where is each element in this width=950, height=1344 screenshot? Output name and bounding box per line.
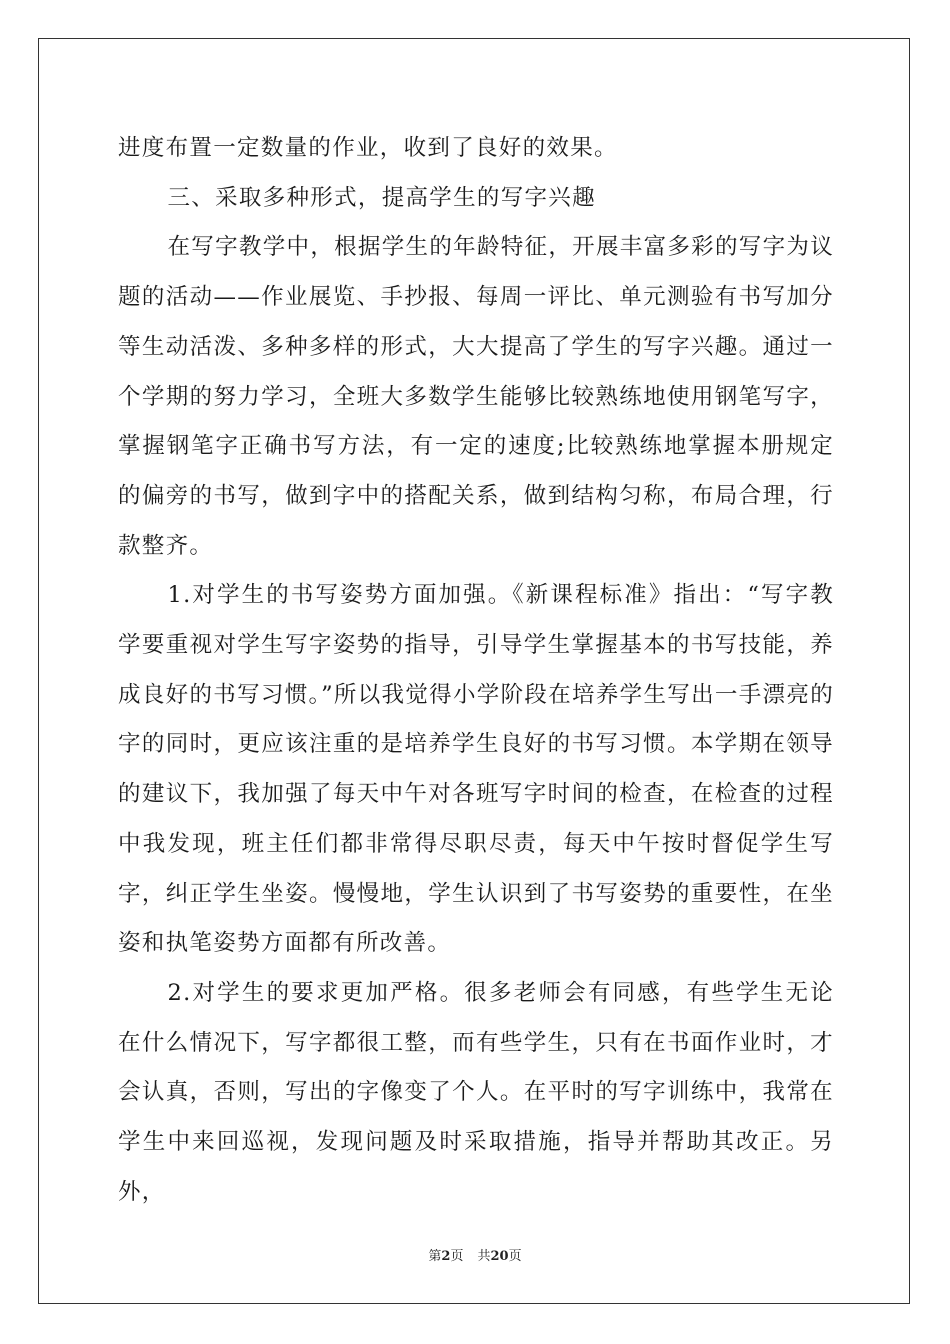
page-footer: [0, 1248, 950, 1266]
document-body: [118, 124, 834, 1217]
footer-total-suffix: 页: [508, 1249, 522, 1264]
paragraph: 1.对学生的书写姿势方面加强。《新课程标准》指出：“写字教学要重视对学生写字姿势的指导，引导学生掌握基本的书写技能，养成良好的书写习惯。”所以我觉得小学阶段在培养学生写出一手漂亮的字的同时，更应该注重的是培养学生良好的书写习惯。本学期在领导的建议下，我加强了每天中午对各班写字时间的检查，在检查的过程中我发现，班主任们都非常得尽职尽责，每天中午按时督促学生写字，纠正学生坐姿。慢慢地，学生认识到了书写姿势的重要性，在坐姿和执笔姿势方面都有所改善。: [118, 582, 834, 957]
section-heading: 三、采取多种形式，提高学生的写字兴趣: [167, 184, 596, 211]
paragraph-continuation: 进度布置一定数量的作业，收到了良好的效果。: [118, 135, 618, 161]
footer-total-prefix: 共: [477, 1249, 491, 1264]
footer-prefix: 第: [428, 1249, 442, 1264]
paragraph: 2.对学生的要求更加严格。很多老师会有同感，有些学生无论在什么情况下，写字都很工整，而有些学生，只有在书面作业时，才会认真，否则，写出的字像变了个人。在平时的写字训练中，我常在学生中来回巡视，发现问题及时采取措施，指导并帮助其改正。另外，: [118, 979, 834, 1205]
current-page-number: 2: [441, 1249, 451, 1264]
footer-page-suffix: 页: [450, 1249, 464, 1264]
total-page-count: 20: [490, 1249, 509, 1264]
paragraph: 在写字教学中，根据学生的年龄特征，开展丰富多彩的写字为议题的活动——作业展览、手抄报、每周一评比、单元测验有书写加分等生动活泼、多种多样的形式，大大提高了学生的写字兴趣。通过一个学期的努力学习，全班大多数学生能够比较熟练地使用钢笔写字，掌握钢笔字正确书写方法，有一定的速度;比较熟练地掌握本册规定的偏旁的书写，做到字中的搭配关系，做到结构匀称，布局合理，行款整齐。: [118, 234, 834, 559]
